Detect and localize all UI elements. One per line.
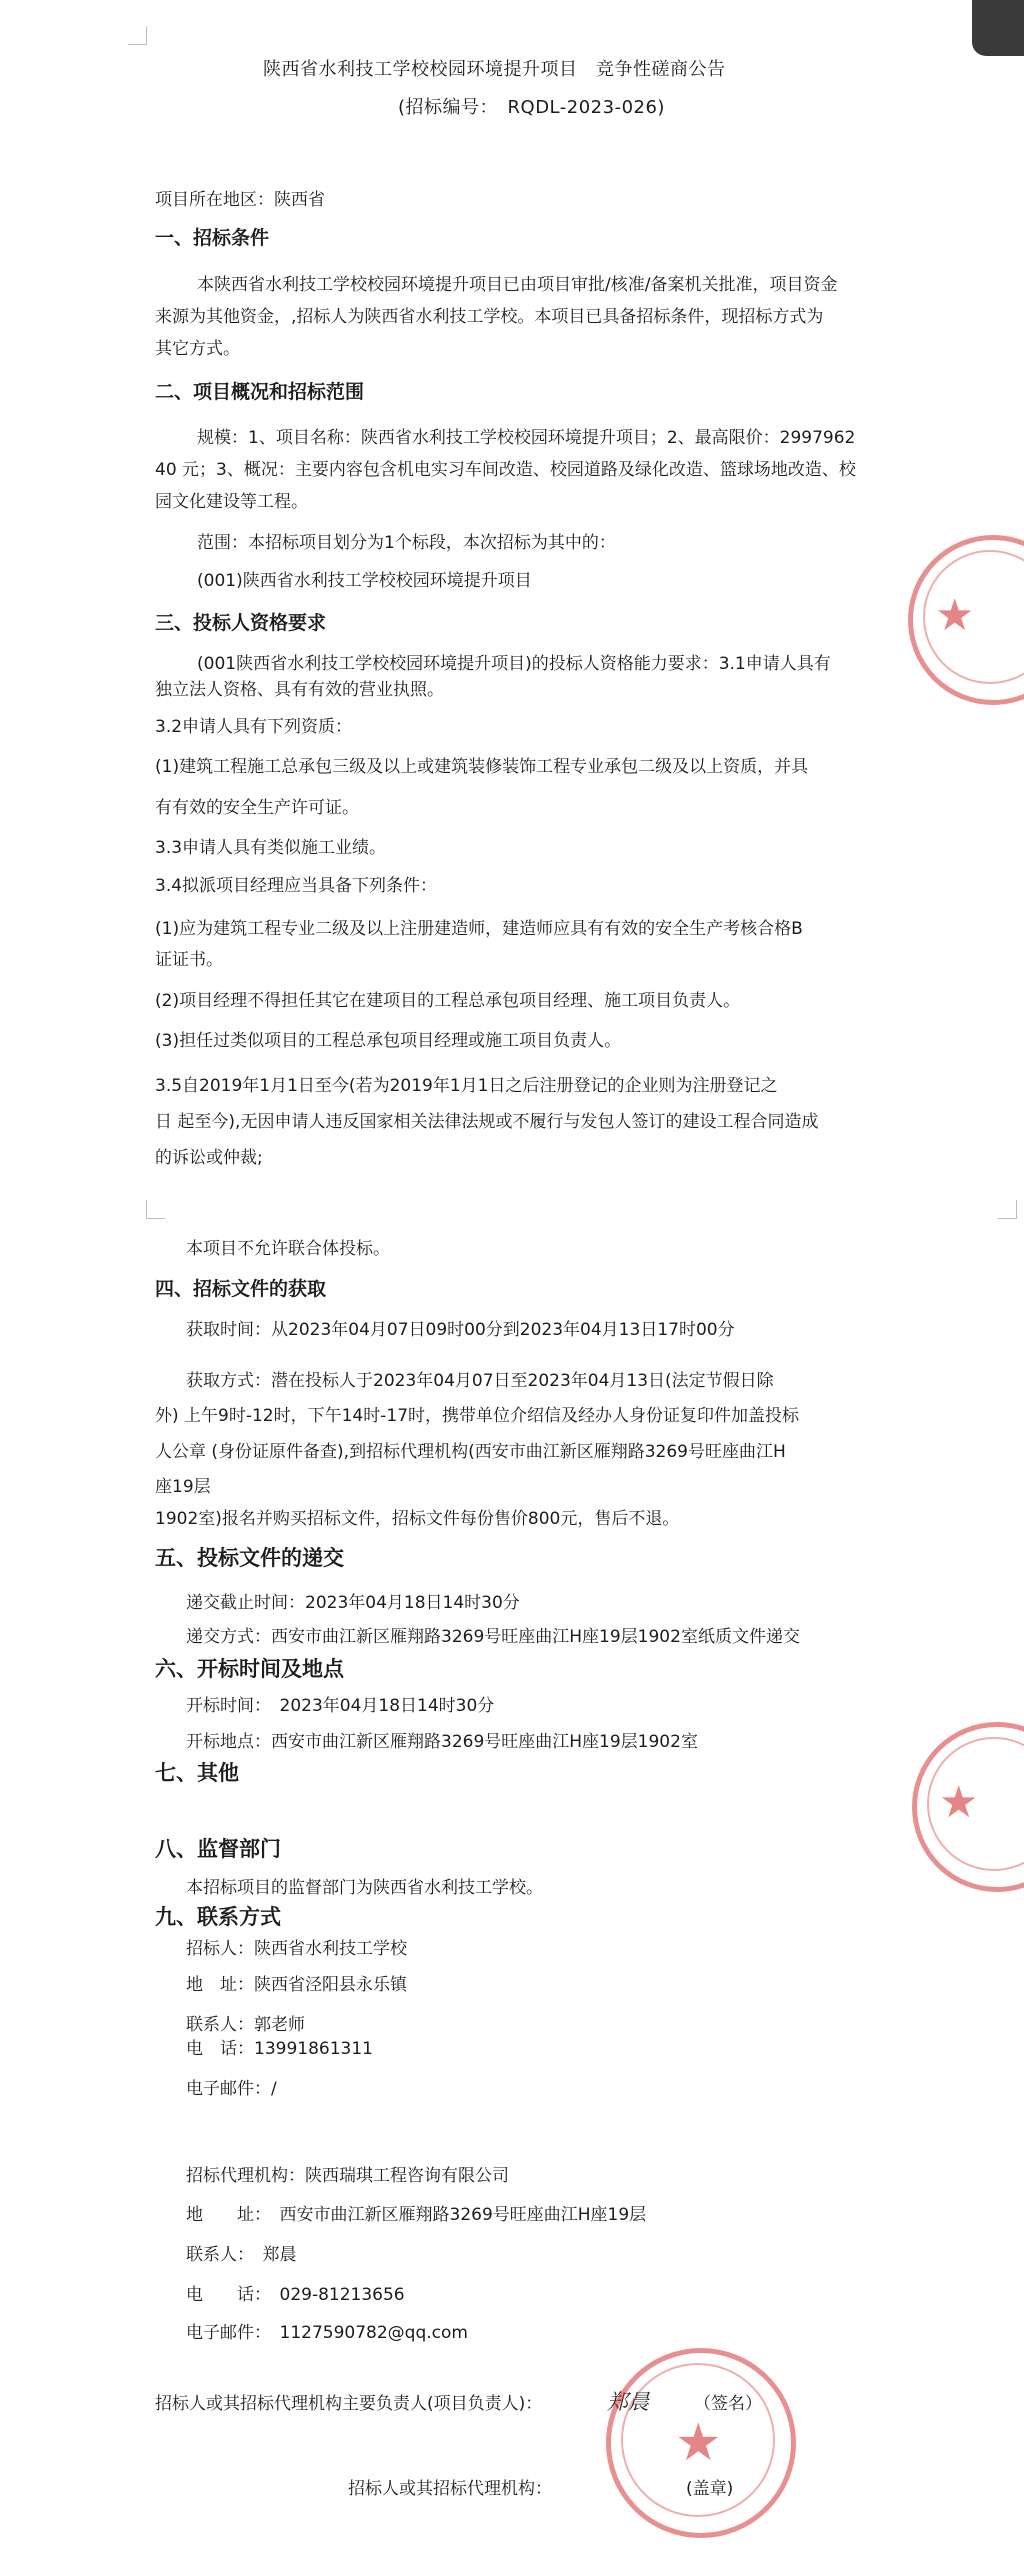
section-heading-5: 五、投标文件的递交 <box>155 1546 344 1570</box>
body-text: 3.3申请人具有类似施工业绩。 <box>155 838 387 858</box>
agency-email: 电子邮件： 1127590782@qq.com <box>186 2323 468 2343</box>
body-text: 规模：1、项目名称：陕西省水利技工学校校园环境提升项目；2、最高限价：2997962 <box>197 428 856 448</box>
section-heading-7: 七、其他 <box>155 1761 239 1785</box>
body-text: (001陕西省水利技工学校校园环境提升项目)的投标人资格能力要求：3.1申请人具有 <box>197 654 831 674</box>
section-heading-8: 八、监督部门 <box>155 1837 281 1861</box>
section-heading-1: 一、招标条件 <box>155 227 270 249</box>
body-text: (3)担任过类似项目的工程总承包项目经理或施工项目负责人。 <box>155 1031 622 1051</box>
signature-line: 招标人或其招标代理机构主要负责人(项目负责人)： <box>155 2394 543 2414</box>
section-heading-6: 六、开标时间及地点 <box>155 1657 344 1681</box>
red-seal-stamp: ★ <box>908 535 1024 705</box>
contact-email: 电子邮件：/ <box>186 2079 277 2099</box>
contact-tenderer: 招标人：陕西省水利技工学校 <box>186 1939 407 1959</box>
body-text: 日 起至今),无因申请人违反国家相关法律法规或不履行与发包人签订的建设工程合同造成 <box>155 1112 819 1132</box>
crop-mark <box>146 1200 165 1219</box>
section-heading-2: 二、项目概况和招标范围 <box>155 381 365 403</box>
agency-name: 招标代理机构：陕西瑞琪工程咨询有限公司 <box>186 2166 509 2186</box>
section-heading-3: 三、投标人资格要求 <box>155 612 327 634</box>
signature-label: （签名） <box>694 2394 762 2414</box>
body-text: 有有效的安全生产许可证。 <box>155 798 359 818</box>
seal-line: 招标人或其招标代理机构： <box>348 2479 552 2499</box>
body-text: 3.4拟派项目经理应当具备下列条件： <box>155 876 438 896</box>
notice-title: 陕西省水利技工学校校园环境提升项目 竞争性磋商公告 <box>263 59 726 80</box>
body-text: 1902室)报名并购买招标文件，招标文件每份售价800元，售后不退。 <box>155 1509 680 1529</box>
handwritten-signature: 郑晨 <box>607 2390 649 2414</box>
body-text: 本项目不允许联合体投标。 <box>186 1239 390 1259</box>
body-text: 范围：本招标项目划分为1个标段，本次招标为其中的： <box>197 533 616 553</box>
body-text: 来源为其他资金，,招标人为陕西省水利技工学校。本项目已具备招标条件，现招标方式为 <box>155 307 824 327</box>
body-text: 本陕西省水利技工学校校园环境提升项目已由项目审批/核准/备案机关批准，项目资金 <box>197 275 838 295</box>
crop-mark <box>128 26 147 45</box>
body-text: 40 元；3、概况：主要内容包含机电实习车间改造、校园道路及绿化改造、篮球场地改造、校 <box>155 460 856 480</box>
body-text: 人公章 (身份证原件备查),到招标代理机构(西安市曲江新区雁翔路3269号旺座曲江H <box>155 1442 786 1462</box>
body-text: 递交方式：西安市曲江新区雁翔路3269号旺座曲江H座19层1902室纸质文件递交 <box>186 1627 800 1647</box>
notice-code: (招标编号： RQDL-2023-026) <box>398 97 665 118</box>
contact-phone: 电 话：13991861311 <box>186 2039 373 2059</box>
contact-person: 联系人：郭老师 <box>186 2015 305 2035</box>
seal-label: (盖章) <box>686 2479 734 2499</box>
agency-address: 地 址： 西安市曲江新区雁翔路3269号旺座曲江H座19层 <box>186 2205 647 2225</box>
body-text: 独立法人资格、具有有效的营业执照。 <box>155 680 444 700</box>
body-text: (001)陕西省水利技工学校校园环境提升项目 <box>197 571 532 591</box>
body-text: 开标地点：西安市曲江新区雁翔路3269号旺座曲江H座19层1902室 <box>186 1732 698 1752</box>
contact-address: 地 址：陕西省泾阳县永乐镇 <box>186 1975 407 1995</box>
body-text: 外) 上午9时-12时，下午14时-17时，携带单位介绍信及经办人身份证复印件加盖投标 <box>155 1406 800 1426</box>
body-text: 获取方式：潜在投标人于2023年04月07日至2023年04月13日(法定节假日除 <box>186 1371 774 1391</box>
window-corner-button[interactable] <box>972 0 1024 56</box>
agency-contact: 联系人： 郑晨 <box>186 2245 297 2265</box>
red-seal-stamp: ★ <box>606 2348 796 2538</box>
section-heading-4: 四、招标文件的获取 <box>155 1278 327 1300</box>
crop-mark <box>998 1200 1017 1219</box>
agency-phone: 电 话： 029-81213656 <box>186 2285 405 2305</box>
section-heading-9: 九、联系方式 <box>155 1905 281 1929</box>
body-text: 开标时间： 2023年04月18日14时30分 <box>186 1696 495 1716</box>
body-text: 其它方式。 <box>155 339 240 359</box>
body-text: 获取时间：从2023年04月07日09时00分到2023年04月13日17时00分 <box>186 1320 735 1340</box>
body-text: 证证书。 <box>155 950 223 970</box>
body-text: 座19层 <box>155 1477 211 1497</box>
red-seal-stamp: ★ <box>912 1722 1024 1892</box>
project-location: 项目所在地区：陕西省 <box>155 190 325 210</box>
body-text: (1)建筑工程施工总承包三级及以上或建筑装修装饰工程专业承包二级及以上资质，并具 <box>155 757 809 777</box>
body-text: 3.5自2019年1月1日至今(若为2019年1月1日之后注册登记的企业则为注册登记之 <box>155 1076 778 1096</box>
body-text: 3.2申请人具有下列资质： <box>155 717 353 737</box>
body-text: 的诉讼或仲裁; <box>155 1148 263 1168</box>
body-text: (2)项目经理不得担任其它在建项目的工程总承包项目经理、施工项目负责人。 <box>155 991 741 1011</box>
body-text: 本招标项目的监督部门为陕西省水利技工学校。 <box>186 1878 543 1898</box>
body-text: 递交截止时间：2023年04月18日14时30分 <box>186 1593 520 1613</box>
body-text: (1)应为建筑工程专业二级及以上注册建造师，建造师应具有有效的安全生产考核合格B <box>155 919 803 939</box>
body-text: 园文化建设等工程。 <box>155 492 308 512</box>
